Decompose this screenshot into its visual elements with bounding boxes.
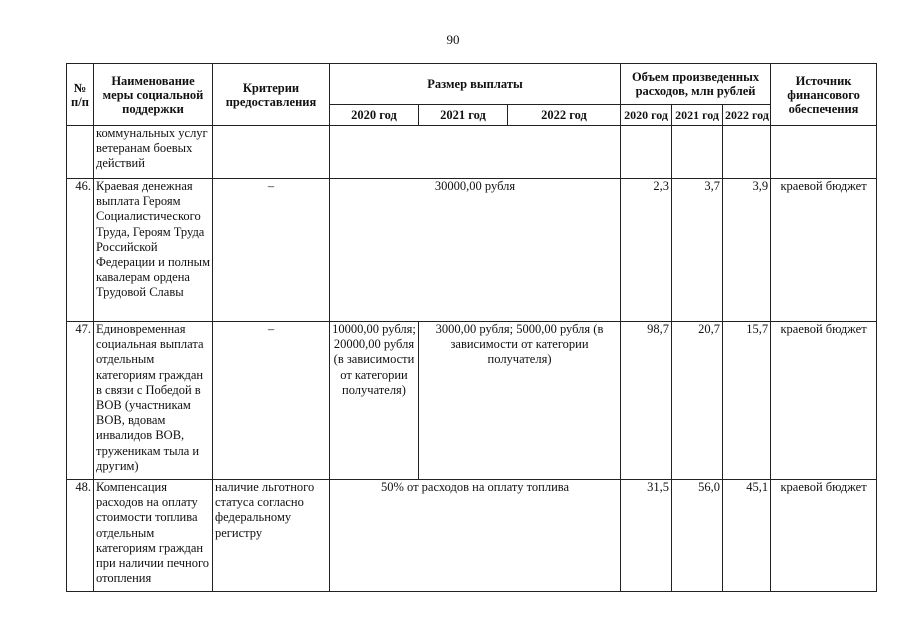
row-num [67,126,94,179]
row-name: Компенсация расходов на оплату стоимости топлива отдельным категориям граждан при наличии печного отопления [94,480,213,592]
row-payment [330,126,621,179]
table-row [67,480,877,592]
header-vol-year-2021: 2021 год [672,105,723,126]
header-num: № п/п [67,64,94,126]
row-payment: 50% от расходов на оплату топлива [330,480,621,592]
row-vol-2021 [672,126,723,179]
row-source: краевой бюджет [771,480,877,592]
header-pay-year-2022: 2022 год [508,105,621,126]
row-criteria [213,126,330,179]
row-criteria: – [213,322,330,480]
header-source: Источник финансового обеспечения [771,64,877,126]
header-vol-year-2020: 2020 год [621,105,672,126]
row-vol-2022: 15,7 [723,322,771,480]
row-name: Краевая денежная выплата Героям Социалистического Труда, Героям Труда Российской Федерации и полным кавалерам ордена Трудовой Славы [94,179,213,322]
row-source: краевой бюджет [771,322,877,480]
row-criteria: наличие льготного статуса согласно федеральному регистру [213,480,330,592]
row-criteria: – [213,179,330,322]
table-row [67,179,877,322]
row-vol-2021: 20,7 [672,322,723,480]
row-name: Единовременная социальная выплата отдельным категориям граждан в связи с Победой в ВОВ (участникам ВОВ, вдовам инвалидов ВОВ, труженикам тыла и другим) [94,322,213,480]
row-payment: 30000,00 рубля [330,179,621,322]
header-name: Наименование меры социальной поддержки [94,64,213,126]
row-num: 48. [67,480,94,592]
row-vol-2020: 2,3 [621,179,672,322]
table-row [67,322,877,480]
header-volume: Объем произведенных расходов, млн рублей [621,64,771,105]
row-vol-2022 [723,126,771,179]
header-criteria: Критерии предоставления [213,64,330,126]
header-payment: Размер выплаты [330,64,621,105]
row-vol-2020: 98,7 [621,322,672,480]
social-support-table [66,63,877,592]
row-vol-2020: 31,5 [621,480,672,592]
header-row [67,64,877,105]
row-vol-2022: 45,1 [723,480,771,592]
row-payment-2020: 10000,00 рубля; 20000,00 рубля (в зависимости от категории получателя) [330,322,419,480]
row-vol-2020 [621,126,672,179]
row-num: 46. [67,179,94,322]
row-name: коммунальных услуг ветеранам боевых действий [94,126,213,179]
row-num: 47. [67,322,94,480]
row-vol-2021: 3,7 [672,179,723,322]
header-pay-year-2021: 2021 год [419,105,508,126]
page-number: 90 [446,32,460,47]
row-source: краевой бюджет [771,179,877,322]
row-source [771,126,877,179]
row-vol-2022: 3,9 [723,179,771,322]
header-pay-year-2020: 2020 год [330,105,419,126]
table-row [67,126,877,179]
row-vol-2021: 56,0 [672,480,723,592]
row-payment-2021-2022: 3000,00 рубля; 5000,00 рубля (в зависимости от категории получателя) [419,322,621,480]
header-vol-year-2022: 2022 год [723,105,771,126]
